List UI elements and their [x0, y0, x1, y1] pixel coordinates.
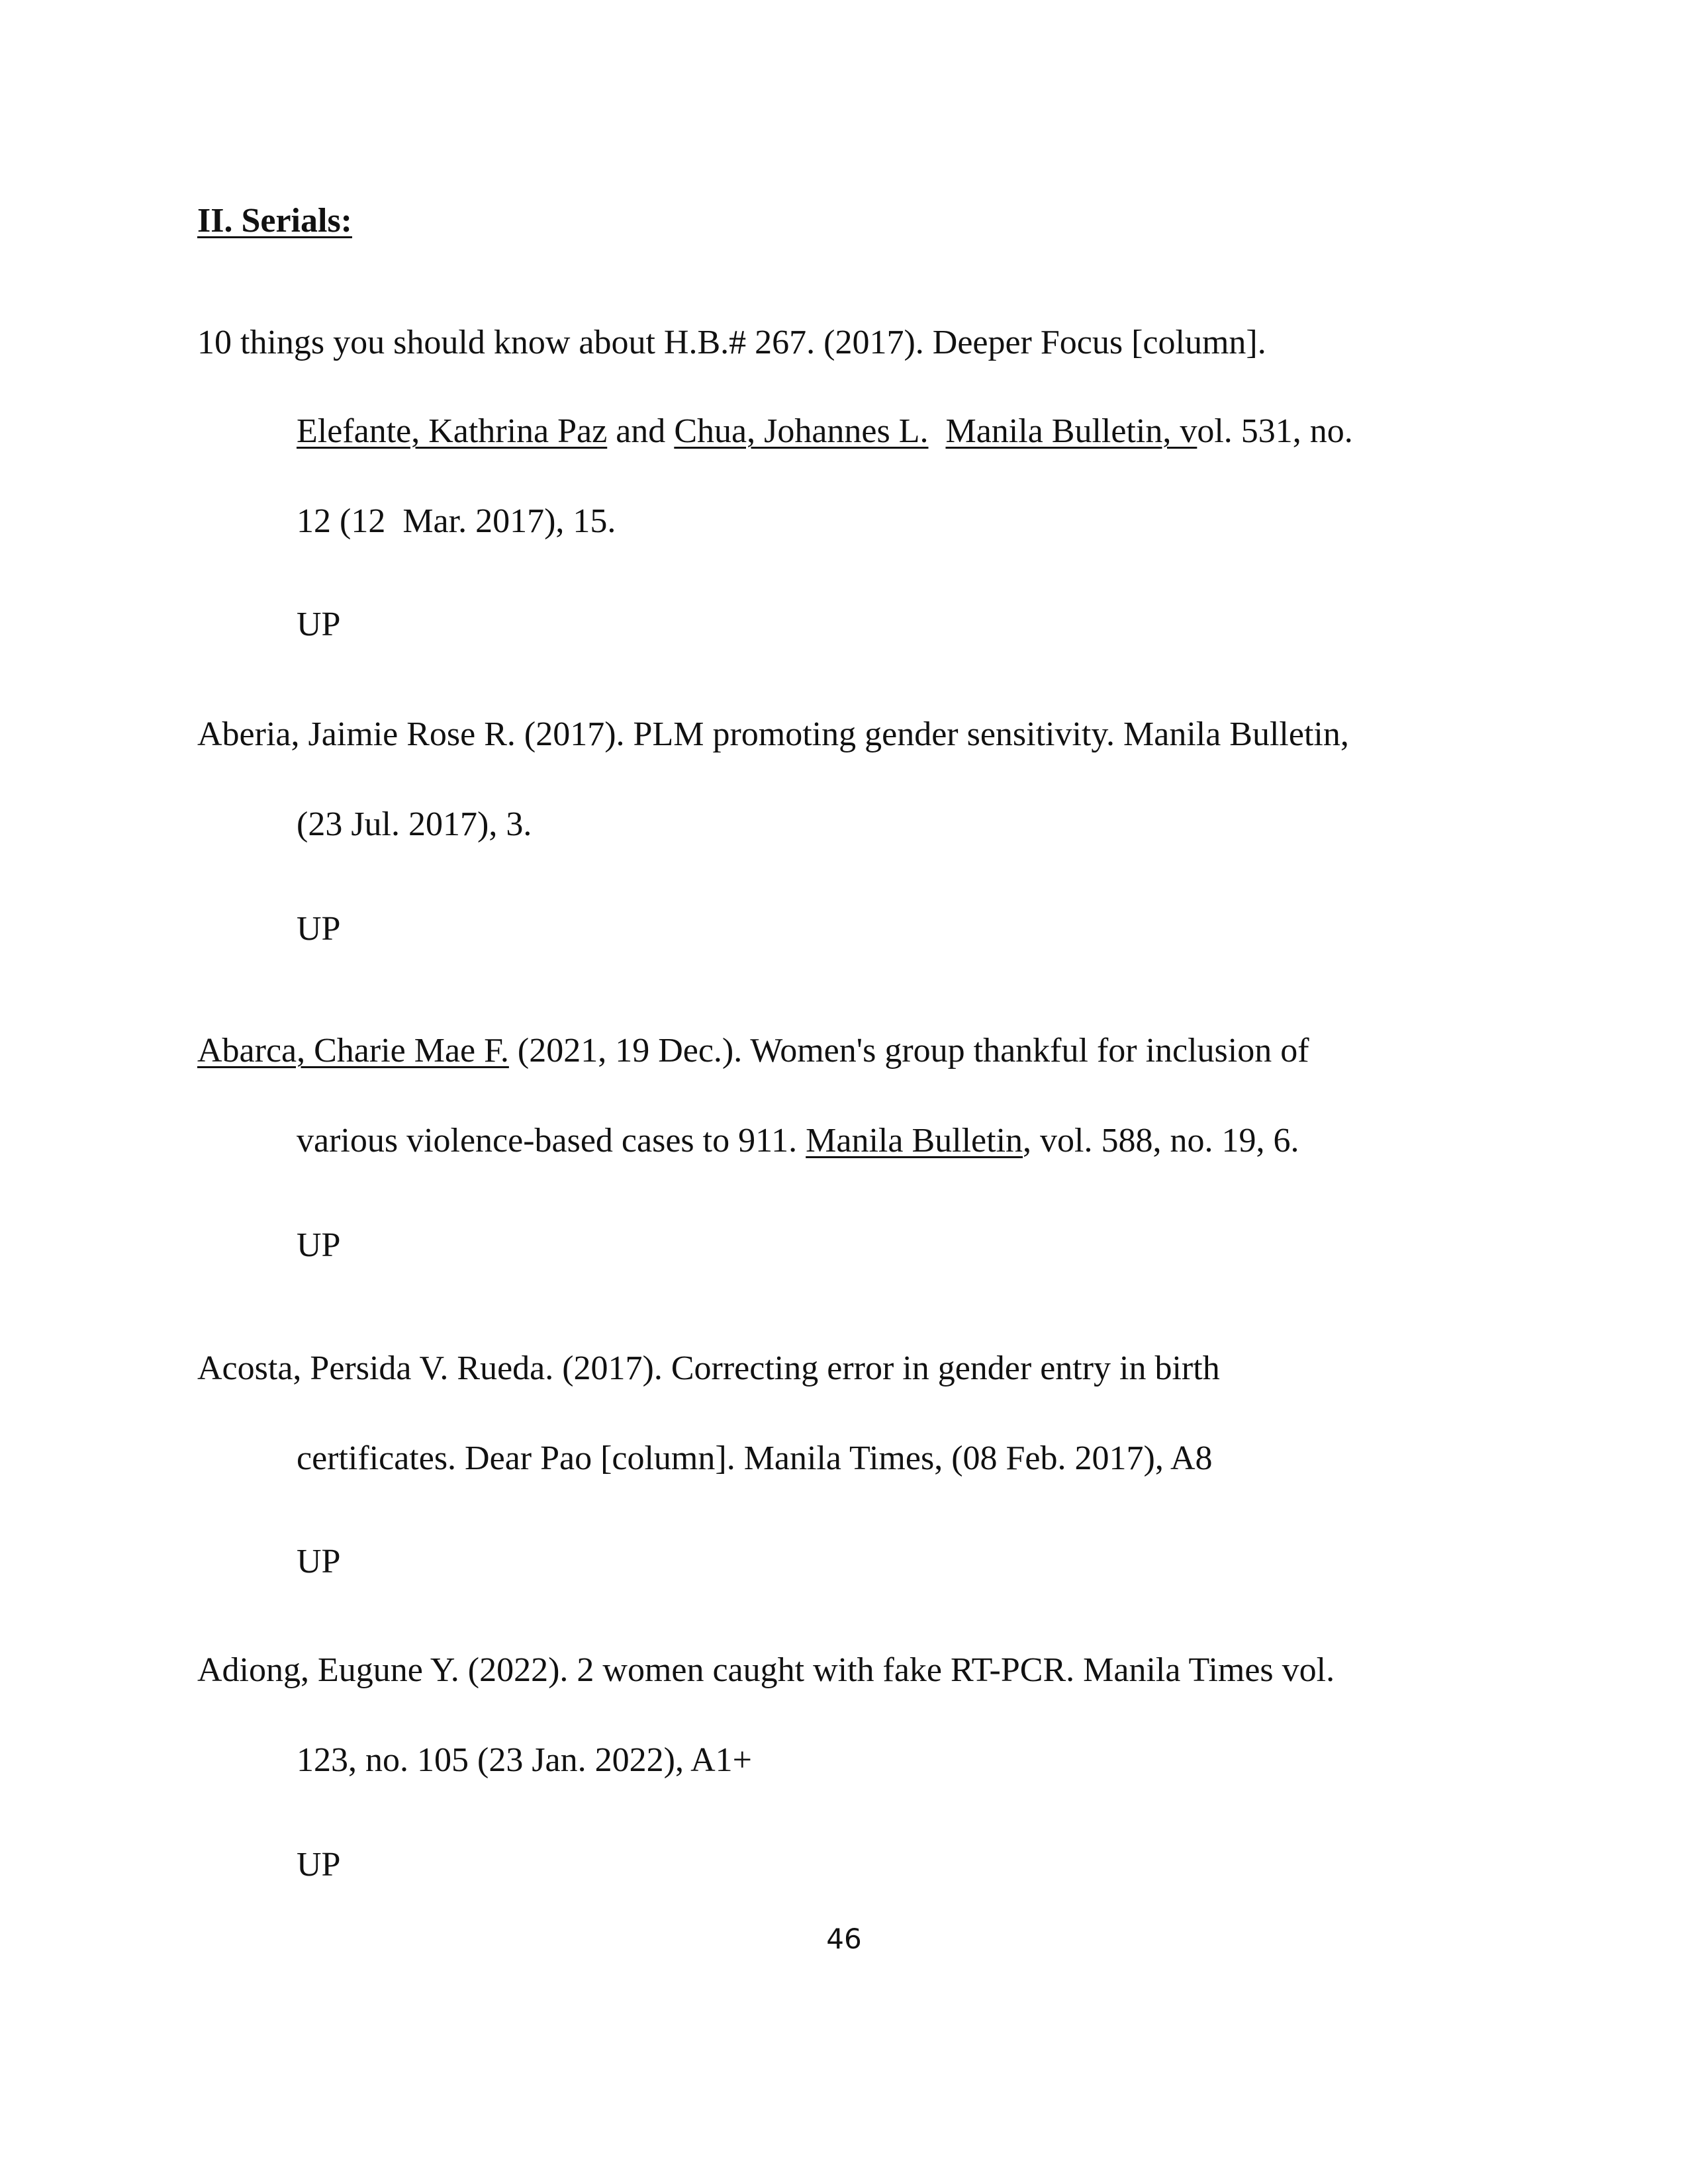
page-number: 46: [826, 1923, 862, 1955]
entry-3-source: Manila Bulletin: [806, 1122, 1023, 1160]
entry-3-location: UP: [297, 1226, 341, 1264]
entry-3-line-1: [197, 1034, 1309, 1068]
entry-1-source: Manila Bulletin, v: [945, 412, 1197, 450]
entry-5-line-2: 123, no. 105 (23 Jan. 2022), A1+: [297, 1741, 752, 1779]
entry-1-location: UP: [297, 606, 341, 643]
entry-3-title: (2021, 19 Dec.). Women's group thankful for inclusion of: [508, 1032, 1309, 1069]
entry-5-location: UP: [297, 1846, 341, 1884]
entry-3-volume: , vol. 588, no. 19, 6.: [1023, 1122, 1299, 1160]
entry-1-line-3: 12 (12 Mar. 2017), 15.: [297, 502, 616, 540]
entry-5-line-1: Adiong, Eugune Y. (2022). 2 women caught with fake RT-PCR. Manila Times vol.: [197, 1651, 1335, 1689]
entry-2-line-1: Aberia, Jaimie Rose R. (2017). PLM promoting gender sensitivity. Manila Bulletin,: [197, 715, 1349, 753]
entry-3-title-cont: various violence-based cases to 911.: [297, 1122, 806, 1160]
entry-1-author-2: Chua, Johannes L.: [674, 412, 929, 450]
entry-1-conjunction: and: [607, 412, 675, 450]
entry-1-author-1: Elefante, Kathrina Paz: [297, 412, 608, 450]
entry-1-line-1: 10 things you should know about H.B.# 267. (2017). Deeper Focus [column].: [197, 324, 1266, 361]
entry-2-line-2: (23 Jul. 2017), 3.: [297, 805, 532, 843]
entry-1-volume: ol. 531, no.: [1197, 412, 1353, 450]
entry-4-location: UP: [297, 1543, 341, 1580]
entry-3-author: Abarca, Charie Mae F.: [197, 1032, 509, 1069]
entry-3-line-2: [297, 1124, 1299, 1158]
section-heading: II. Serials:: [197, 202, 352, 240]
entry-2-location: UP: [297, 910, 341, 948]
entry-1-gap: [928, 412, 945, 450]
entry-4-line-2: certificates. Dear Pao [column]. Manila Times, (08 Feb. 2017), A8: [297, 1439, 1213, 1477]
entry-1-line-2: [297, 414, 1353, 449]
entry-4-line-1: Acosta, Persida V. Rueda. (2017). Correcting error in gender entry in birth: [197, 1349, 1220, 1387]
